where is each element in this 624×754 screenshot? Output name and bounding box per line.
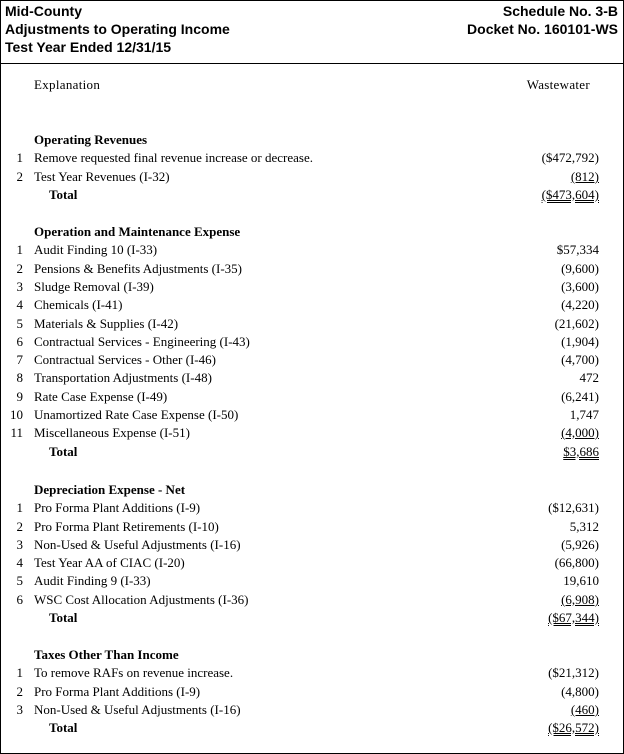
line-number: 11	[10, 425, 23, 440]
total-label: Total	[49, 610, 78, 625]
line-number: 5	[16, 573, 23, 588]
line-number: 1	[16, 242, 23, 257]
section-total-row	[1, 443, 623, 461]
line-number: 3	[16, 702, 23, 717]
line-amount: (9,600)	[561, 261, 599, 276]
line-amount: (4,000)	[561, 425, 599, 440]
line-number: 8	[16, 370, 23, 385]
table-row	[1, 351, 623, 369]
line-amount: (66,800)	[554, 555, 599, 570]
table-row	[1, 241, 623, 259]
line-description: Audit Finding 10 (I-33)	[34, 242, 158, 257]
table-row	[1, 278, 623, 296]
table-row	[1, 333, 623, 351]
line-description: Contractual Services - Other (I-46)	[34, 352, 216, 367]
section-title: Operation and Maintenance Expense	[34, 224, 241, 239]
total-amount: ($67,344)	[548, 610, 599, 625]
total-label: Total	[49, 187, 78, 202]
table-row	[1, 369, 623, 387]
line-number: 4	[16, 297, 23, 312]
table-row	[1, 168, 623, 186]
line-amount: ($12,631)	[548, 500, 599, 515]
table-row	[1, 572, 623, 590]
company-name: Mid-County	[5, 3, 82, 19]
line-amount: (4,700)	[561, 352, 599, 367]
line-amount: (1,904)	[561, 334, 599, 349]
line-description: Pro Forma Plant Retirements (I-10)	[34, 519, 219, 534]
table-row	[1, 296, 623, 314]
table-row	[1, 260, 623, 278]
line-description: Non-Used & Useful Adjustments (I-16)	[34, 702, 241, 717]
line-description: Miscellaneous Expense (I-51)	[34, 425, 190, 440]
line-number: 5	[16, 316, 23, 331]
line-amount: 19,610	[563, 573, 599, 588]
line-description: Test Year AA of CIAC (I-20)	[34, 555, 185, 570]
table-row	[1, 536, 623, 554]
line-number: 6	[16, 334, 23, 349]
line-number: 6	[16, 592, 23, 607]
line-amount: (21,602)	[554, 316, 599, 331]
table-row	[1, 664, 623, 682]
schedule-number: Schedule No. 3-B	[502, 3, 618, 19]
table-row	[1, 518, 623, 536]
line-number: 2	[16, 261, 23, 276]
section-total-row	[1, 609, 623, 627]
line-description: Chemicals (I-41)	[34, 297, 123, 312]
line-number: 1	[16, 500, 23, 515]
line-description: Materials & Supplies (I-42)	[34, 316, 179, 331]
line-description: Rate Case Expense (I-49)	[34, 389, 168, 404]
section-heading	[1, 223, 623, 241]
section-total-row	[1, 719, 623, 737]
line-number: 2	[16, 169, 23, 184]
line-number: 1	[16, 150, 23, 165]
section-title: Operating Revenues	[34, 132, 148, 147]
line-number: 3	[16, 279, 23, 294]
total-amount: ($26,572)	[548, 720, 599, 735]
total-amount: $3,686	[563, 444, 599, 459]
line-description: To remove RAFs on revenue increase.	[34, 665, 234, 680]
line-amount: ($472,792)	[541, 150, 599, 165]
line-amount: (5,926)	[561, 537, 599, 552]
docket-number: Docket No. 160101-WS	[467, 21, 618, 37]
line-amount: 5,312	[569, 519, 599, 534]
total-label: Total	[49, 444, 78, 459]
table-row	[1, 424, 623, 442]
line-number: 10	[10, 407, 23, 422]
line-amount: (4,800)	[561, 684, 599, 699]
line-amount: (812)	[570, 169, 599, 184]
table-row	[1, 701, 623, 719]
line-amount: (6,241)	[561, 389, 599, 404]
line-description: Non-Used & Useful Adjustments (I-16)	[34, 537, 241, 552]
line-amount: $57,334	[556, 242, 599, 257]
line-amount: 472	[579, 370, 599, 385]
line-amount: (4,220)	[561, 297, 599, 312]
column-header-wastewater: Wastewater	[526, 77, 590, 92]
line-number: 4	[16, 555, 23, 570]
line-description: Test Year Revenues (I-32)	[34, 169, 170, 184]
total-amount: ($473,604)	[541, 187, 599, 202]
table-row	[1, 315, 623, 333]
line-description: Remove requested final revenue increase or decrease.	[34, 150, 313, 165]
section-heading	[1, 646, 623, 664]
line-description: WSC Cost Allocation Adjustments (I-36)	[34, 592, 249, 607]
line-number: 7	[16, 352, 23, 367]
line-description: Audit Finding 9 (I-33)	[34, 573, 151, 588]
line-amount: 1,747	[569, 407, 599, 422]
table-row	[1, 406, 623, 424]
line-description: Pro Forma Plant Additions (I-9)	[34, 500, 201, 515]
line-amount: ($21,312)	[548, 665, 599, 680]
total-label: Total	[49, 720, 78, 735]
line-number: 1	[16, 665, 23, 680]
line-description: Unamortized Rate Case Expense (I-50)	[34, 407, 239, 422]
table-row	[1, 388, 623, 406]
line-amount: (460)	[570, 702, 599, 717]
line-number: 2	[16, 519, 23, 534]
line-description: Contractual Services - Engineering (I-43)	[34, 334, 250, 349]
line-description: Pensions & Benefits Adjustments (I-35)	[34, 261, 242, 276]
section-title: Taxes Other Than Income	[34, 647, 179, 662]
line-description: Pro Forma Plant Additions (I-9)	[34, 684, 201, 699]
line-amount: (3,600)	[561, 279, 599, 294]
table-row	[1, 683, 623, 701]
table-row	[1, 499, 623, 517]
section-heading	[1, 481, 623, 499]
header-divider	[1, 63, 623, 64]
line-number: 9	[16, 389, 23, 404]
line-amount: (6,908)	[561, 592, 599, 607]
table-row	[1, 591, 623, 609]
line-description: Sludge Removal (I-39)	[34, 279, 154, 294]
table-row	[1, 149, 623, 167]
table-row	[1, 554, 623, 572]
test-year-period: Test Year Ended 12/31/15	[5, 39, 172, 55]
section-heading	[1, 131, 623, 149]
line-number: 2	[16, 684, 23, 699]
column-header-explanation: Explanation	[34, 77, 101, 92]
section-total-row	[1, 186, 623, 204]
schedule-title: Adjustments to Operating Income	[5, 21, 230, 37]
section-title: Depreciation Expense - Net	[34, 482, 186, 497]
line-description: Transportation Adjustments (I-48)	[34, 370, 212, 385]
line-number: 3	[16, 537, 23, 552]
